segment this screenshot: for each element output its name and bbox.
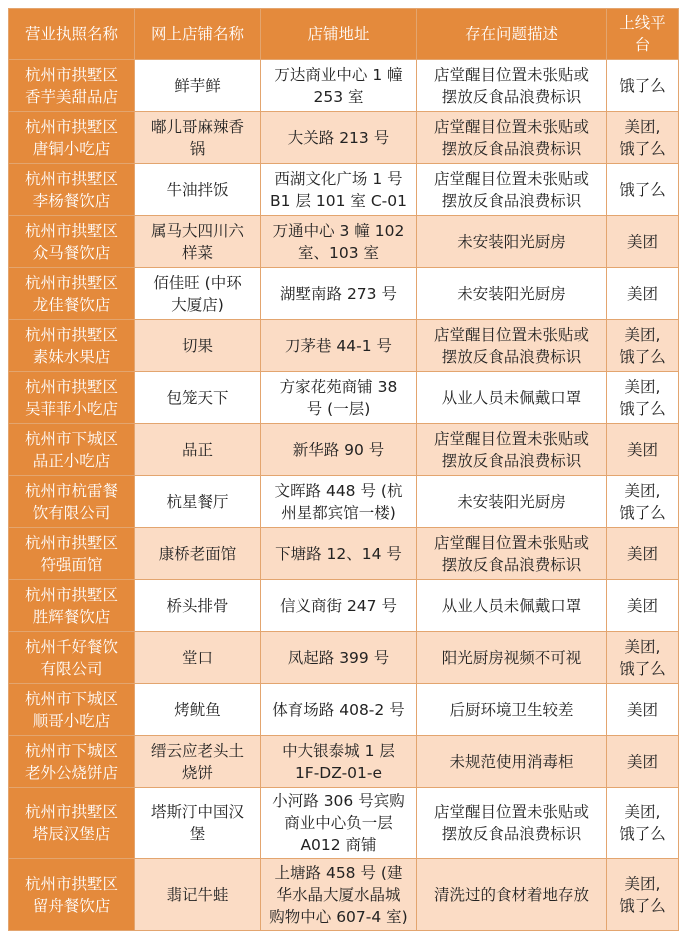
table-row — [9, 60, 679, 112]
cell-shop: 桥头排骨 — [135, 580, 261, 632]
cell-license: 杭州市下城区 品正小吃店 — [9, 424, 135, 476]
cell-issue: 阳光厨房视频不可视 — [417, 632, 607, 684]
cell-platform: 饿了么 — [607, 60, 679, 112]
cell-platform: 美团, 饿了么 — [607, 476, 679, 528]
cell-address: 下塘路 12、14 号 — [261, 528, 417, 580]
cell-address: 湖墅南路 273 号 — [261, 268, 417, 320]
cell-license: 杭州市下城区 顺哥小吃店 — [9, 684, 135, 736]
cell-license: 杭州市拱墅区 胜辉餐饮店 — [9, 580, 135, 632]
cell-issue: 从业人员未佩戴口罩 — [417, 372, 607, 424]
cell-issue: 店堂醒目位置未张贴或 摆放反食品浪费标识 — [417, 424, 607, 476]
cell-shop: 烤鱿鱼 — [135, 684, 261, 736]
cell-platform: 美团 — [607, 424, 679, 476]
cell-license: 杭州市杭雷餐 饮有限公司 — [9, 476, 135, 528]
cell-issue: 未安装阳光厨房 — [417, 216, 607, 268]
cell-issue: 店堂醒目位置未张贴或 摆放反食品浪费标识 — [417, 528, 607, 580]
table-row — [9, 216, 679, 268]
cell-platform: 美团, 饿了么 — [607, 859, 679, 931]
cell-address: 方家花苑商铺 38 号 (一层) — [261, 372, 417, 424]
table-row — [9, 632, 679, 684]
cell-issue: 清洗过的食材着地存放 — [417, 859, 607, 931]
cell-license: 杭州市下城区 老外公烧饼店 — [9, 736, 135, 788]
cell-shop: 堂口 — [135, 632, 261, 684]
header-license: 营业执照名称 — [9, 9, 135, 60]
cell-issue: 未安装阳光厨房 — [417, 268, 607, 320]
cell-shop: 鲜芋鲜 — [135, 60, 261, 112]
cell-issue: 后厨环境卫生较差 — [417, 684, 607, 736]
cell-address: 万通中心 3 幢 102 室、103 室 — [261, 216, 417, 268]
cell-address: 文晖路 448 号 (杭 州星都宾馆一楼) — [261, 476, 417, 528]
cell-issue: 店堂醒目位置未张贴或 摆放反食品浪费标识 — [417, 112, 607, 164]
table-row — [9, 859, 679, 931]
table-row — [9, 164, 679, 216]
cell-shop: 杭星餐厅 — [135, 476, 261, 528]
cell-address: 凤起路 399 号 — [261, 632, 417, 684]
cell-platform: 美团, 饿了么 — [607, 112, 679, 164]
cell-issue: 从业人员未佩戴口罩 — [417, 580, 607, 632]
cell-address: 刀茅巷 44-1 号 — [261, 320, 417, 372]
table-row — [9, 320, 679, 372]
table-row — [9, 476, 679, 528]
cell-shop: 缙云应老头土 烧饼 — [135, 736, 261, 788]
header-row — [9, 9, 679, 60]
cell-platform: 饿了么 — [607, 164, 679, 216]
cell-license: 杭州市拱墅区 吴菲菲小吃店 — [9, 372, 135, 424]
cell-platform: 美团 — [607, 736, 679, 788]
cell-shop: 包笼天下 — [135, 372, 261, 424]
cell-license: 杭州市拱墅区 龙佳餐饮店 — [9, 268, 135, 320]
cell-platform: 美团, 饿了么 — [607, 372, 679, 424]
header-shop: 网上店铺名称 — [135, 9, 261, 60]
cell-platform: 美团 — [607, 268, 679, 320]
table-row — [9, 268, 679, 320]
cell-license: 杭州市拱墅区 塔辰汉堡店 — [9, 788, 135, 859]
cell-address: 上塘路 458 号 (建 华水晶大厦水晶城 购物中心 607-4 室) — [261, 859, 417, 931]
header-platform: 上线平 台 — [607, 9, 679, 60]
cell-license: 杭州市拱墅区 唐铜小吃店 — [9, 112, 135, 164]
cell-issue: 店堂醒目位置未张贴或 摆放反食品浪费标识 — [417, 164, 607, 216]
inspection-table — [8, 8, 679, 931]
table-row — [9, 684, 679, 736]
cell-license: 杭州市拱墅区 素妹水果店 — [9, 320, 135, 372]
cell-issue: 未规范使用消毒柜 — [417, 736, 607, 788]
header-address: 店铺地址 — [261, 9, 417, 60]
cell-shop: 翡记牛蛙 — [135, 859, 261, 931]
cell-license: 杭州市拱墅区 李杨餐饮店 — [9, 164, 135, 216]
cell-address: 体育场路 408-2 号 — [261, 684, 417, 736]
cell-platform: 美团, 饿了么 — [607, 632, 679, 684]
cell-issue: 店堂醒目位置未张贴或 摆放反食品浪费标识 — [417, 60, 607, 112]
cell-platform: 美团 — [607, 216, 679, 268]
cell-address: 万达商业中心 1 幢 253 室 — [261, 60, 417, 112]
cell-license: 杭州市拱墅区 众马餐饮店 — [9, 216, 135, 268]
cell-shop: 塔斯汀中国汉 堡 — [135, 788, 261, 859]
table-row — [9, 736, 679, 788]
cell-license: 杭州市拱墅区 符强面馆 — [9, 528, 135, 580]
cell-license: 杭州千好餐饮 有限公司 — [9, 632, 135, 684]
cell-shop: 品正 — [135, 424, 261, 476]
table-row — [9, 528, 679, 580]
cell-shop: 佰佳旺 (中环 大厦店) — [135, 268, 261, 320]
cell-platform: 美团 — [607, 684, 679, 736]
cell-issue: 店堂醒目位置未张贴或 摆放反食品浪费标识 — [417, 788, 607, 859]
header-issue: 存在问题描述 — [417, 9, 607, 60]
cell-address: 西湖文化广场 1 号 B1 层 101 室 C-01 — [261, 164, 417, 216]
cell-platform: 美团, 饿了么 — [607, 788, 679, 859]
cell-shop: 康桥老面馆 — [135, 528, 261, 580]
cell-shop: 属马大四川六 样菜 — [135, 216, 261, 268]
cell-license: 杭州市拱墅区 留舟餐饮店 — [9, 859, 135, 931]
cell-issue: 店堂醒目位置未张贴或 摆放反食品浪费标识 — [417, 320, 607, 372]
table-row — [9, 112, 679, 164]
cell-address: 新华路 90 号 — [261, 424, 417, 476]
table-row — [9, 580, 679, 632]
cell-address: 小河路 306 号宾购 商业中心负一层 A012 商铺 — [261, 788, 417, 859]
cell-address: 中大银泰城 1 层 1F-DZ-01-e — [261, 736, 417, 788]
cell-platform: 美团 — [607, 580, 679, 632]
table-row — [9, 424, 679, 476]
cell-shop: 嘟儿哥麻辣香 锅 — [135, 112, 261, 164]
table-row — [9, 788, 679, 859]
cell-platform: 美团, 饿了么 — [607, 320, 679, 372]
cell-address: 大关路 213 号 — [261, 112, 417, 164]
cell-shop: 牛油拌饭 — [135, 164, 261, 216]
table-row — [9, 372, 679, 424]
cell-shop: 切果 — [135, 320, 261, 372]
cell-license: 杭州市拱墅区 香芋美甜品店 — [9, 60, 135, 112]
cell-platform: 美团 — [607, 528, 679, 580]
cell-issue: 未安装阳光厨房 — [417, 476, 607, 528]
cell-address: 信义商街 247 号 — [261, 580, 417, 632]
